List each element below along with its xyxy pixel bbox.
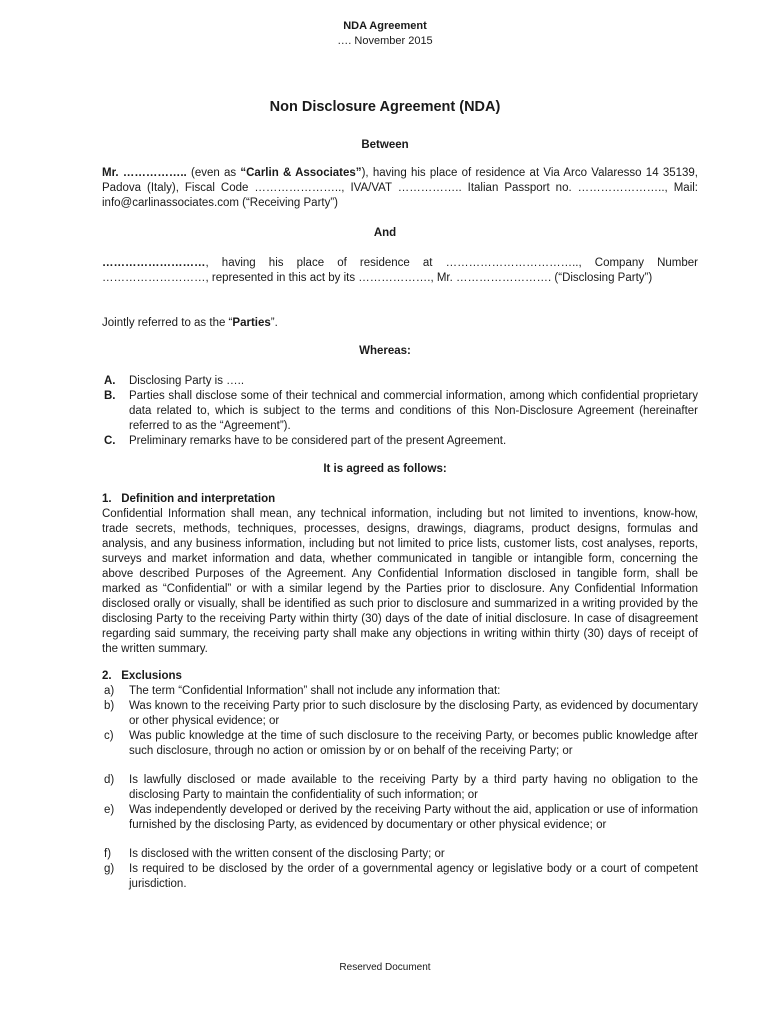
exclusion-label-g: g) xyxy=(104,863,115,875)
between-heading: Between xyxy=(361,139,409,151)
party-two-name: ……………………… xyxy=(102,257,206,269)
exclusion-text-c: Was public knowledge at the time of such disclosure to the receiving Party, or becomes public knowledge after such disclosure, through no action or omission by or on behalf of the receiving Party; or xyxy=(129,730,698,757)
party-one-alias: “Carlin & Associates” xyxy=(240,167,362,179)
party-two-text: , having his place of residence at …………………………….., Company Number ………………………, represented in this act by its ………………., Mr. ……………………. (“Disclosing Party”) xyxy=(102,257,698,284)
whereas-label-b: B. xyxy=(104,390,116,402)
section-two-number: 2. xyxy=(102,670,112,682)
whereas-label-a: A. xyxy=(104,375,116,387)
exclusion-text-a: The term “Confidential Information” shall not include any information that: xyxy=(129,685,501,697)
whereas-text-c: Preliminary remarks have to be considered part of the present Agreement. xyxy=(129,435,507,447)
party-one-text-a: (even as xyxy=(186,167,241,179)
exclusion-label-c: c) xyxy=(104,730,114,742)
section-one-title: Definition and interpretation xyxy=(121,493,276,505)
exclusion-label-a: a) xyxy=(104,685,115,697)
section-one-text: Confidential Information shall mean, any technical information, including but not limited to inventions, know-how, trade secrets, methods, techniques, processes, designs, drawings, diagrams, product designs, formulas and analysis, and any business information, including but not limited to price lists, customer lists, cost analyses, reports, surveys and market information and data, whether communicated in tangible or intangible form, concerning the above described Purposes of the Agreement. Any Confidential Information disclosed in tangible form, shall be marked as “Confidential” or with a similar legend by the Parties prior to disclosure. Any Confidential Information disclosed orally or visually, shall be identified as such prior to disclosure and summarized in a writing provided by the disclosing Party to the receiving Party within thirty (30) days of the date of initial disclosure. In case of disagreement regarding said summary, the receiving party shall make any objections in writing within thirty (30) days of receipt of the written summary. xyxy=(102,508,698,655)
whereas-text-a: Disclosing Party is ….. xyxy=(129,375,245,387)
section-one-heading xyxy=(102,492,275,507)
party-one-paragraph xyxy=(102,166,698,211)
exclusion-text-d: Is lawfully disclosed or made available to the receiving Party by a third party having no obligation to the disclosing Party to maintain the confidentiality of such information; or xyxy=(129,774,698,801)
and-heading: And xyxy=(373,227,397,239)
section-one-number: 1. xyxy=(102,493,112,505)
party-two-paragraph xyxy=(102,256,698,286)
exclusion-text-f: Is disclosed with the written consent of the disclosing Party; or xyxy=(129,848,445,860)
exclusion-label-b: b) xyxy=(104,700,115,712)
exclusion-text-e: Was independently developed or derived by the receiving Party without the aid, application or use of information furnished by the disclosing Party, as evidenced by documentary or other physical evidence; or xyxy=(129,804,698,831)
jointly-pre: Jointly referred to as the “ xyxy=(102,317,233,329)
header-date: …. November 2015 xyxy=(337,35,433,47)
agreed-heading: It is agreed as follows: xyxy=(323,463,447,475)
exclusion-text-g: Is required to be disclosed by the order of a governmental agency or legislative body or a court of competent jurisdiction. xyxy=(129,863,698,890)
section-two-heading xyxy=(102,669,182,684)
exclusion-text-b: Was known to the receiving Party prior to such disclosure by the disclosing Party, as evidenced by documentary or other physical evidence; or xyxy=(129,700,698,727)
exclusion-label-e: e) xyxy=(104,804,115,816)
document-title: Non Disclosure Agreement (NDA) xyxy=(269,99,501,115)
whereas-label-c: C. xyxy=(104,435,116,447)
section-two-title: Exclusions xyxy=(121,670,182,682)
footer-text: Reserved Document xyxy=(339,962,431,973)
party-one-text-b: ), having his place of residence at Via Arco Valaresso 14 35139, Padova (Italy), Fiscal Code ………………….., IVA/VAT …………….. Italian Passport no. ………………….., Mail: info@carlinassociates.com (“Receiving Party”) xyxy=(102,167,698,209)
party-one-name: Mr. …………….. xyxy=(102,167,187,179)
jointly-post: ”. xyxy=(270,317,278,329)
whereas-text-b: Parties shall disclose some of their technical and commercial information, among which confidential proprietary data related to, which is subject to the terms and conditions of this Non-Disclosure Agreement (hereinafter referred to as the “Agreement”). xyxy=(129,390,698,432)
jointly-paragraph xyxy=(102,316,278,331)
jointly-bold: Parties xyxy=(232,317,271,329)
exclusion-label-d: d) xyxy=(104,774,115,786)
header-title: NDA Agreement xyxy=(343,20,427,32)
whereas-heading: Whereas: xyxy=(359,345,411,357)
exclusion-label-f: f) xyxy=(104,848,112,860)
